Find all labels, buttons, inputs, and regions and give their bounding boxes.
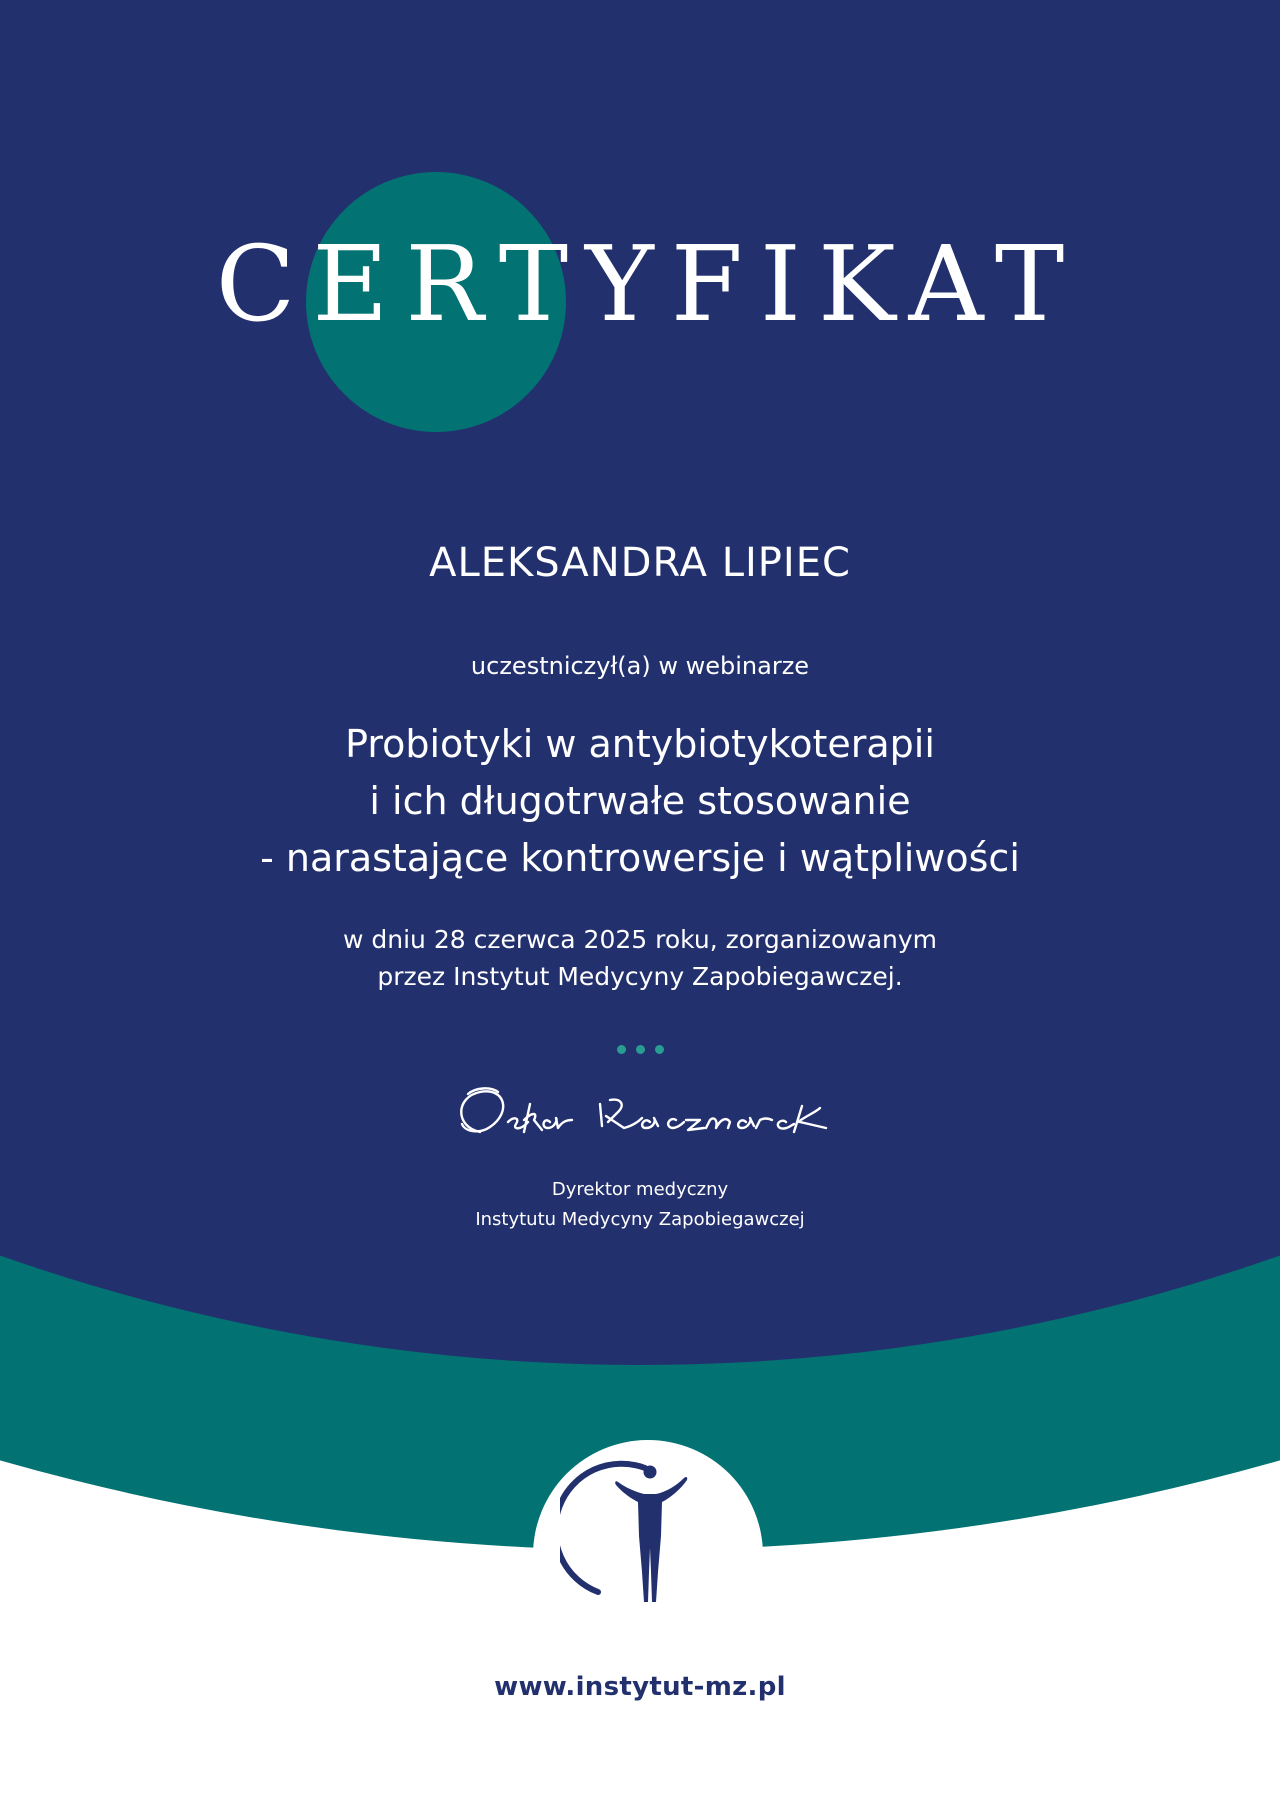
dot — [636, 1045, 645, 1054]
signer-organization: Instytutu Medycyny Zapobiegawczej — [475, 1209, 805, 1230]
certificate-title: CERTYFIKAT — [215, 223, 1082, 345]
webinar-title-line: Probiotyki w antybiotykoterapii — [345, 722, 935, 766]
participation-statement: uczestniczył(a) w webinarze — [470, 652, 810, 680]
website-link[interactable]: www.instytut-mz.pl — [494, 1672, 786, 1702]
event-date-text — [0, 921, 1280, 995]
date-line: w dniu 28 czerwca 2025 roku, zorganizowanym — [342, 925, 938, 954]
three-dots-separator — [0, 1045, 1280, 1054]
signer-role: Dyrektor medyczny — [551, 1179, 729, 1200]
recipient-name: ALEKSANDRA LIPIEC — [429, 540, 851, 586]
webinar-title-line: - narastające kontrowersje i wątpliwości — [260, 836, 1020, 880]
webinar-title — [0, 716, 1280, 887]
handwritten-signature — [450, 1082, 830, 1152]
webinar-title-line: i ich długotrwałe stosowanie — [369, 779, 911, 823]
dot — [655, 1045, 664, 1054]
dot — [617, 1045, 626, 1054]
date-line: przez Instytut Medycyny Zapobiegawczej. — [377, 962, 903, 991]
institute-logo-icon — [560, 1450, 720, 1630]
signer-block — [0, 1175, 1280, 1235]
